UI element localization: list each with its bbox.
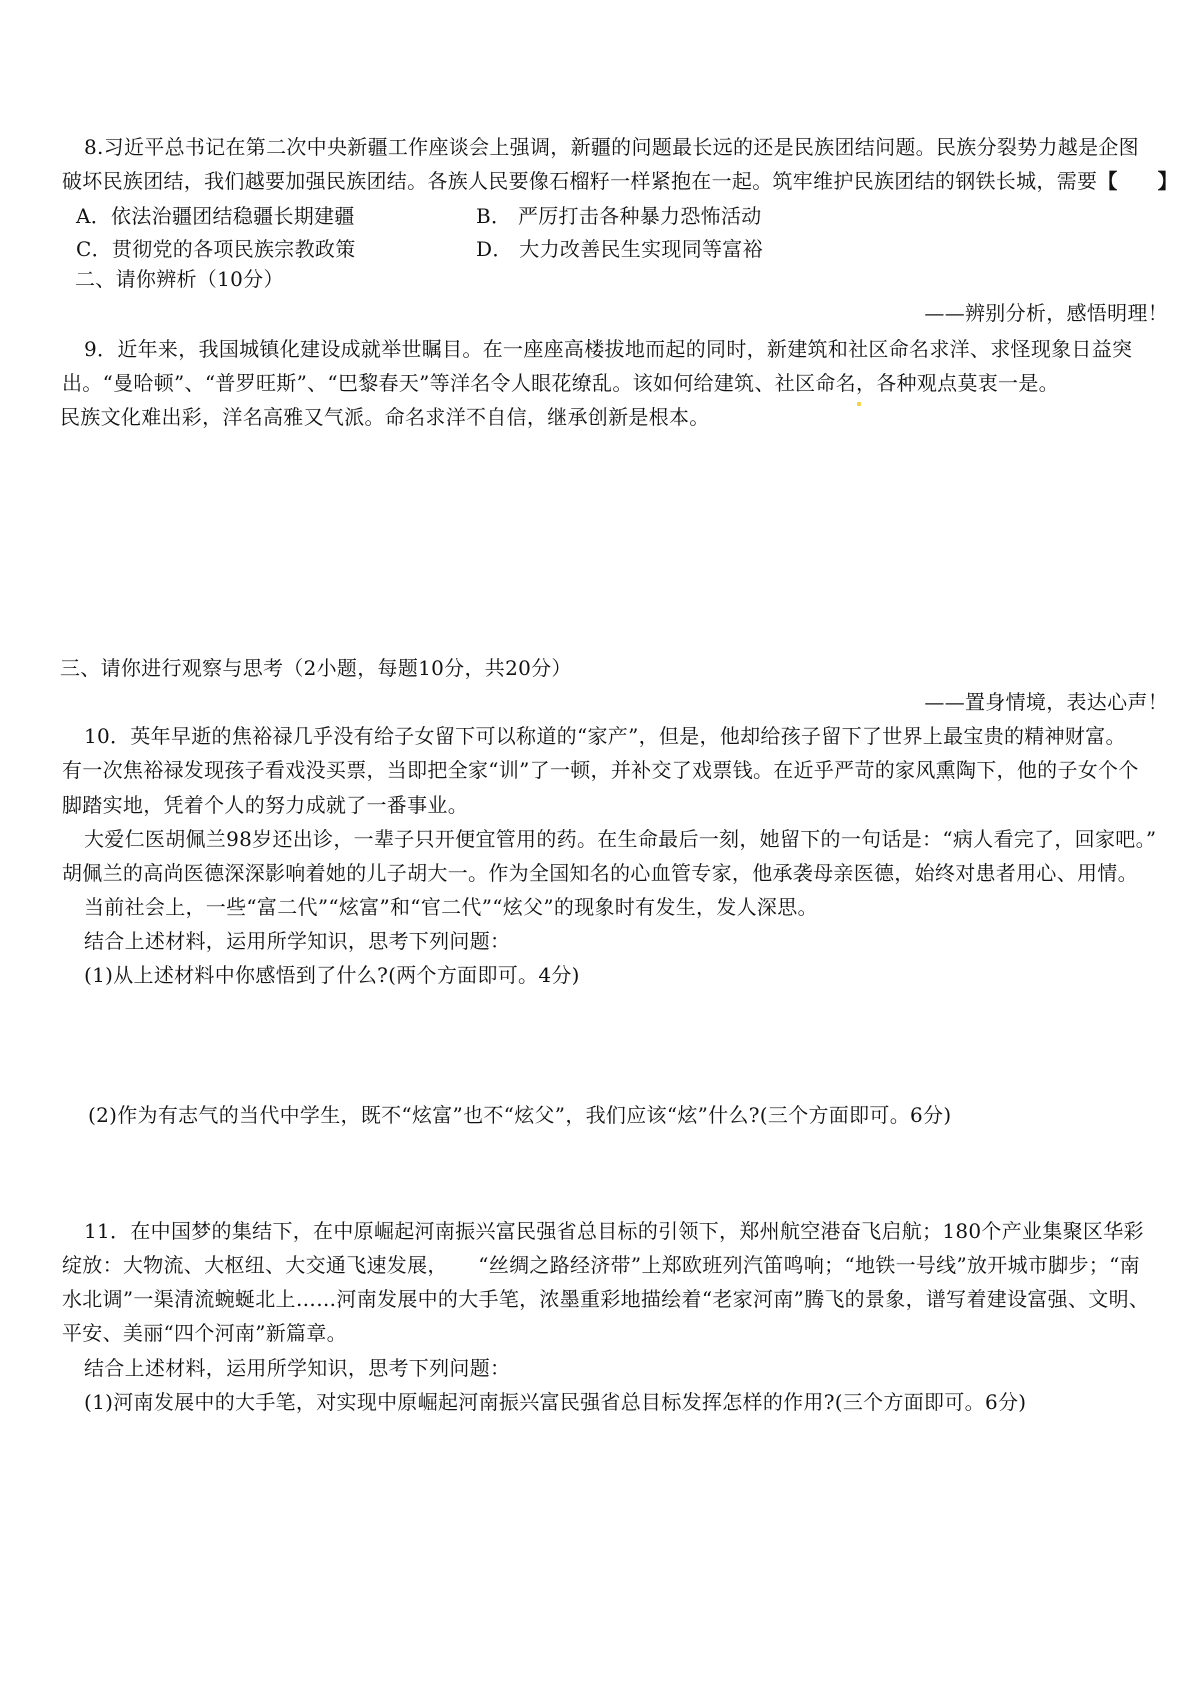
q10-prompt: 结合上述材料，运用所学知识，思考下列问题： bbox=[84, 929, 511, 953]
q11-prompt: 结合上述材料，运用所学知识，思考下列问题： bbox=[84, 1356, 511, 1380]
section-2-motto: ——辨别分析，感悟明理！ bbox=[924, 301, 1168, 325]
answer-bracket-open: 【 bbox=[1097, 169, 1118, 193]
q10-subquestion-2: (2)作为有志气的当代中学生，既不“炫富”也不“炫父”，我们应该“炫”什么?(三个方面即可。6分) bbox=[88, 1103, 952, 1127]
q11-line-2: 绽放：大物流、大枢纽、大交通飞速发展， “丝绸之路经济带”上郑欧班列汽笛鸣响；“地铁一号线”放开城市脚步；“南 bbox=[62, 1253, 1140, 1277]
q11-line-4: 平安、美丽“四个河南”新篇章。 bbox=[62, 1321, 347, 1345]
q8-option-b: B． 严厉打击各种暴力恐怖活动 bbox=[476, 204, 762, 228]
answer-bracket-close: 】 bbox=[1157, 169, 1178, 193]
q9-line-1: 9．近年来，我国城镇化建设成就举世瞩目。在一座座高楼拔地而起的同时，新建筑和社区命名求洋、求怪现象日益突 bbox=[84, 337, 1133, 361]
q10-para1-line-2: 有一次焦裕禄发现孩子看戏没买票，当即把全家“训”了一顿，并补交了戏票钱。在近乎严苛的家风熏陶下，他的子女个个 bbox=[62, 758, 1139, 782]
q8-line-2-text: 破坏民族团结，我们越要加强民族团结。各族人民要像石榴籽一样紧抱在一起。筑牢维护民族团结的钢铁长城，需要 bbox=[62, 169, 1098, 193]
q11-line-3: 水北调”一渠清流蜿蜒北上……河南发展中的大手笔，浓墨重彩地描绘着“老家河南”腾飞的景象，谱写着建设富强、文明、 bbox=[62, 1287, 1150, 1311]
q10-para1-line-1: 10．英年早逝的焦裕禄几乎没有给子女留下可以称道的“家产”，但是，他却给孩子留下了世界上最宝贵的精神财富。 bbox=[84, 724, 1126, 748]
section-3-heading: 三、请你进行观察与思考（2小题，每题10分，共20分） bbox=[60, 656, 572, 680]
q10-subquestion-1: (1)从上述材料中你感悟到了什么?(两个方面即可。4分) bbox=[84, 963, 580, 987]
q9-line-2: 出。“曼哈顿”、“普罗旺斯”、“巴黎春天”等洋名令人眼花缭乱。该如何给建筑、社区命名，各种观点莫衷一是。 bbox=[62, 371, 1059, 395]
q8-option-d: D． 大力改善民生实现同等富裕 bbox=[476, 237, 763, 261]
q10-para2-line-2: 胡佩兰的高尚医德深深影响着她的儿子胡大一。作为全国知名的心血管专家，他承袭母亲医德，始终对患者用心、用情。 bbox=[62, 861, 1138, 885]
q8-option-c: C．贯彻党的各项民族宗教政策 bbox=[76, 237, 356, 261]
q11-line-1: 11．在中国梦的集结下，在中原崛起河南振兴富民强省总目标的引领下，郑州航空港奋飞启航；180个产业集聚区华彩 bbox=[84, 1219, 1144, 1243]
q8-option-a: A．依法治疆团结稳疆长期建疆 bbox=[76, 204, 355, 228]
q10-para1-line-3: 脚踏实地，凭着个人的努力成就了一番事业。 bbox=[62, 793, 468, 817]
q11-subquestion-1: (1)河南发展中的大手笔，对实现中原崛起河南振兴富民强省总目标发挥怎样的作用?(三个方面即可。6分) bbox=[84, 1390, 1027, 1414]
section-2-heading: 二、请你辨析（10分） bbox=[75, 267, 284, 291]
q8-options-row-2 bbox=[62, 232, 1172, 266]
q8-line-1: 8.习近平总书记在第二次中央新疆工作座谈会上强调，新疆的问题最长远的还是民族团结问题。民族分裂势力越是企图 bbox=[84, 135, 1139, 159]
q10-para2-line-1: 大爱仁医胡佩兰98岁还出诊，一辈子只开便宜管用的药。在生命最后一刻，她留下的一句话是：“病人看完了，回家吧。” bbox=[84, 827, 1157, 851]
section-3-motto: ——置身情境，表达心声！ bbox=[924, 690, 1168, 714]
q10-para3: 当前社会上，一些“富二代”“炫富”和“官二代”“炫父”的现象时有发生，发人深思。 bbox=[84, 895, 818, 919]
q8-options-row-1 bbox=[62, 199, 1172, 233]
q8-line-2 bbox=[62, 164, 1178, 198]
q9-statement: 民族文化难出彩，洋名高雅又气派。命名求洋不自信，继承创新是根本。 bbox=[60, 405, 710, 429]
